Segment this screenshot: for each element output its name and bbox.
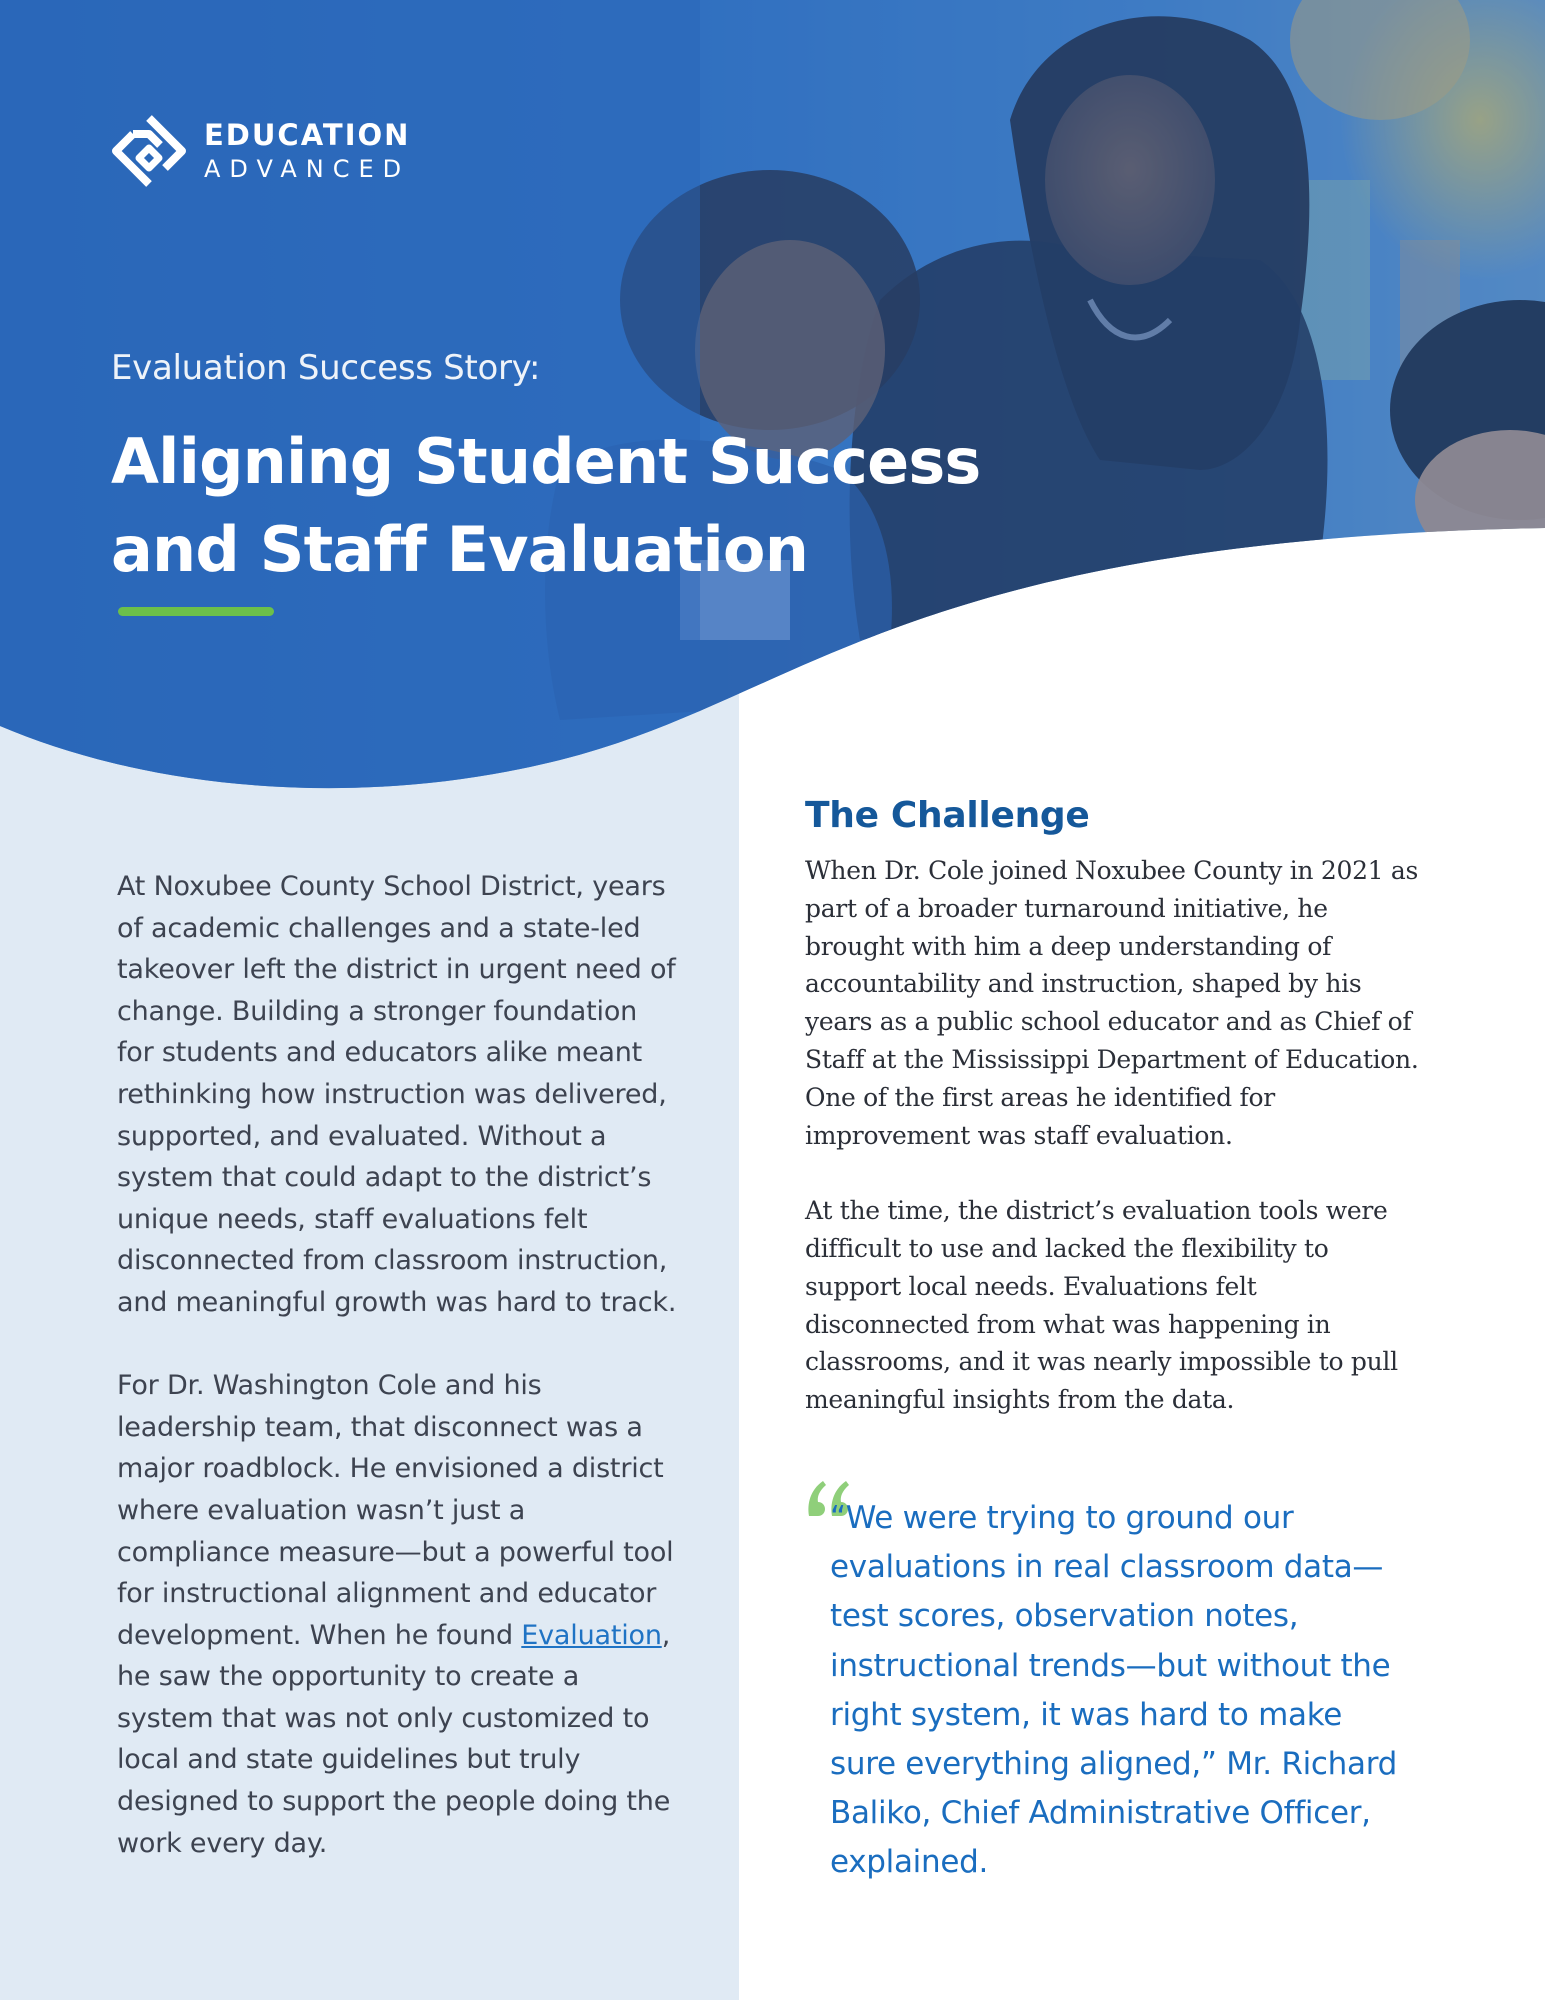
intro-paragraph-2 bbox=[117, 1365, 677, 1864]
page-title bbox=[111, 418, 1011, 594]
brand-name-line2: ADVANCED bbox=[204, 155, 411, 183]
intro-paragraph-2-after: , he saw the opportunity to create a system that was not only customized to local and state guidelines but truly designed to support the people doing the work every day. bbox=[117, 1619, 671, 1859]
intro-paragraph-1: At Noxubee County School District, years of academic challenges and a state-led takeover left the district in urgent need of change. Building a stronger foundation for students and educators alike meant rethinking how instruction was delivered, supported, and evaluated. Without a system that could adapt to the district’s unique needs, staff evaluations felt disconnected from classroom instruction, and meaningful growth was hard to track. bbox=[117, 871, 677, 1318]
challenge-section bbox=[805, 789, 1425, 1419]
pull-quote-text: “We were trying to ground our evaluations in real classroom data—test scores, observation notes, instructional trends—but without the right system, it was hard to make sure everything aligned,” Mr. Richard Baliko, Chief Administrative Officer, explained. bbox=[830, 1500, 1398, 1881]
hero-banner bbox=[0, 0, 1545, 800]
intro-column bbox=[117, 866, 677, 1864]
page-title-line2: and Staff Evaluation bbox=[111, 513, 809, 586]
education-advanced-logo-icon bbox=[110, 112, 188, 190]
brand-logo[interactable] bbox=[110, 112, 410, 190]
section-heading-challenge: The Challenge bbox=[805, 795, 1090, 836]
brand-wordmark bbox=[204, 118, 411, 183]
challenge-paragraph-2: At the time, the district’s evaluation tools were difficult to use and lacked the flexibility to support local needs. Evaluations felt disconnected from what was happening in classrooms, and it was nearly impossible to pull meaningful insights from the data. bbox=[805, 1196, 1398, 1415]
intro-paragraph-2-before: For Dr. Washington Cole and his leadership team, that disconnect was a major roadblock. He envisioned a district where evaluation wasn’t just a compliance measure—but a powerful tool for instructional alignment and educator development. When he found bbox=[117, 1370, 674, 1651]
page-title-line1: Aligning Student Success bbox=[111, 425, 981, 498]
evaluation-link[interactable]: Evaluation bbox=[521, 1619, 662, 1651]
brand-name-line1: EDUCATION bbox=[204, 118, 411, 152]
title-accent-bar bbox=[118, 607, 274, 616]
challenge-paragraph-1: When Dr. Cole joined Noxubee County in 2021 as part of a broader turnaround initiative, he brought with him a deep understanding of accountability and instruction, shaped by his years as a public school educator and as Chief of Staff at the Mississippi Department of Education. One of the first areas he identified for improvement was staff evaluation. bbox=[805, 856, 1419, 1150]
story-eyebrow: Evaluation Success Story: bbox=[111, 348, 541, 388]
challenge-body bbox=[805, 852, 1425, 1419]
